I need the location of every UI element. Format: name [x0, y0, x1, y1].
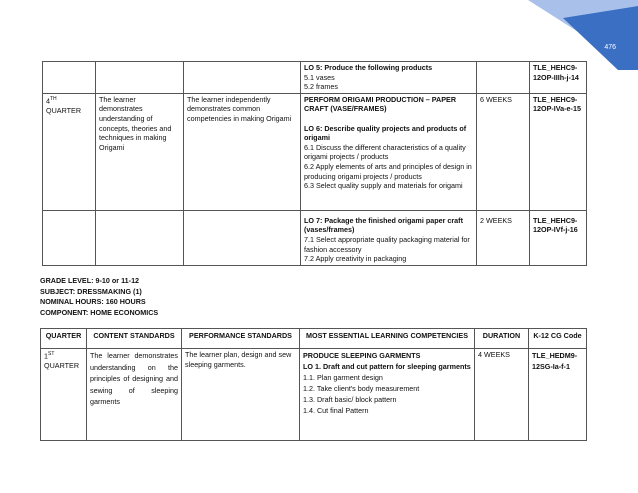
col-header-content: CONTENT STANDARDS: [87, 329, 182, 349]
content-standard: The learner demonstrates understanding of concepts, theories and techniques in making Origami: [96, 93, 184, 210]
col-header-duration: DURATION: [475, 329, 529, 349]
table-row: [43, 62, 587, 94]
subject: SUBJECT: DRESSMAKING (1): [40, 286, 142, 296]
lo-cell: [300, 349, 475, 441]
component: COMPONENT: HOME ECONOMICS: [40, 307, 159, 317]
duration: 2 WEEKS: [477, 210, 530, 265]
lo-title: LO 5: Produce the following products: [304, 63, 433, 72]
col-header-code: K-12 CG Code: [529, 329, 587, 349]
performance-standard: The learner independently demonstrates common competencies in making Origami: [184, 93, 301, 210]
list-item: 5.1 vases: [304, 72, 335, 82]
lo-cell: [301, 210, 477, 265]
col-header-competencies: MOST ESSENTIAL LEARNING COMPETENCIES: [300, 329, 475, 349]
list-item: 6.3 Select quality supply and materials for origami: [304, 181, 463, 191]
course-meta: [40, 276, 158, 318]
cg-code: TLE_HEDM9-12SG-Ia-f-1: [529, 349, 587, 441]
table-row: [43, 210, 587, 265]
nominal-hours: NOMINAL HOURS: 160 HOURS: [40, 297, 146, 306]
competency-title: PERFORM ORIGAMI PRODUCTION – PAPER CRAFT (VASE/FRAMES): [304, 94, 457, 114]
corner-decoration: [518, 0, 638, 70]
list-item: 5.2 frames: [304, 82, 338, 92]
cg-code: TLE_HEHC9-12OP-IVa-e-15: [530, 93, 587, 210]
lo-title: LO 1. Draft and cut pattern for sleeping garments: [303, 362, 471, 371]
table-row: [43, 93, 587, 210]
list-item: 6.1 Discuss the different characteristics of a quality origami projects / products: [304, 142, 466, 162]
col-header-performance: PERFORMANCE STANDARDS: [182, 329, 300, 349]
duration: 6 WEEKS: [477, 93, 530, 210]
list-item: 6.2 Apply elements of arts and principles of design in producing origami projects / products: [304, 161, 472, 181]
list-item: 7.2 Apply creativity in packaging: [304, 254, 407, 264]
cg-code: TLE_HEHC9-12OP-IIIh-j-14: [530, 62, 587, 94]
quarter-cell: 4TH QUARTER: [43, 93, 96, 210]
table-row: [41, 349, 587, 441]
grade-level: GRADE LEVEL: 9-10 or 11-12: [40, 276, 140, 285]
col-header-quarter: QUARTER: [41, 329, 87, 349]
lo-cell: [301, 62, 477, 94]
cg-code: TLE_HEHC9-12OP-IVf-j-16: [530, 210, 587, 265]
content-standard: The learner demonstrates understanding on the principles of designing and sewing of sleeping garments: [87, 349, 182, 441]
page-number: 476: [604, 44, 616, 51]
list-item: 1.3. Draft basic/ block pattern: [303, 395, 397, 404]
quarter-cell: 1ST QUARTER: [41, 349, 87, 441]
curriculum-table-origami: [42, 61, 587, 266]
duration: 4 WEEKS: [475, 349, 529, 441]
competency-title: PRODUCE SLEEPING GARMENTS: [303, 351, 421, 360]
lo-cell: [301, 93, 477, 210]
curriculum-table-dressmaking: [40, 328, 587, 441]
list-item: 1.1. Plan garment design: [303, 373, 383, 382]
list-item: 7.1 Select appropriate quality packaging material for fashion accessory: [304, 234, 470, 254]
table-header-row: [41, 329, 587, 349]
lo-title: LO 6: Describe quality projects and products of origami: [304, 123, 467, 143]
performance-standard: The learner plan, design and sew sleeping garments.: [182, 349, 300, 441]
lo-title: LO 7: Package the finished origami paper craft (vases/frames): [304, 215, 463, 235]
list-item: 1.2. Take client's body measurement: [303, 384, 420, 393]
list-item: 1.4. Cut final Pattern: [303, 406, 369, 415]
